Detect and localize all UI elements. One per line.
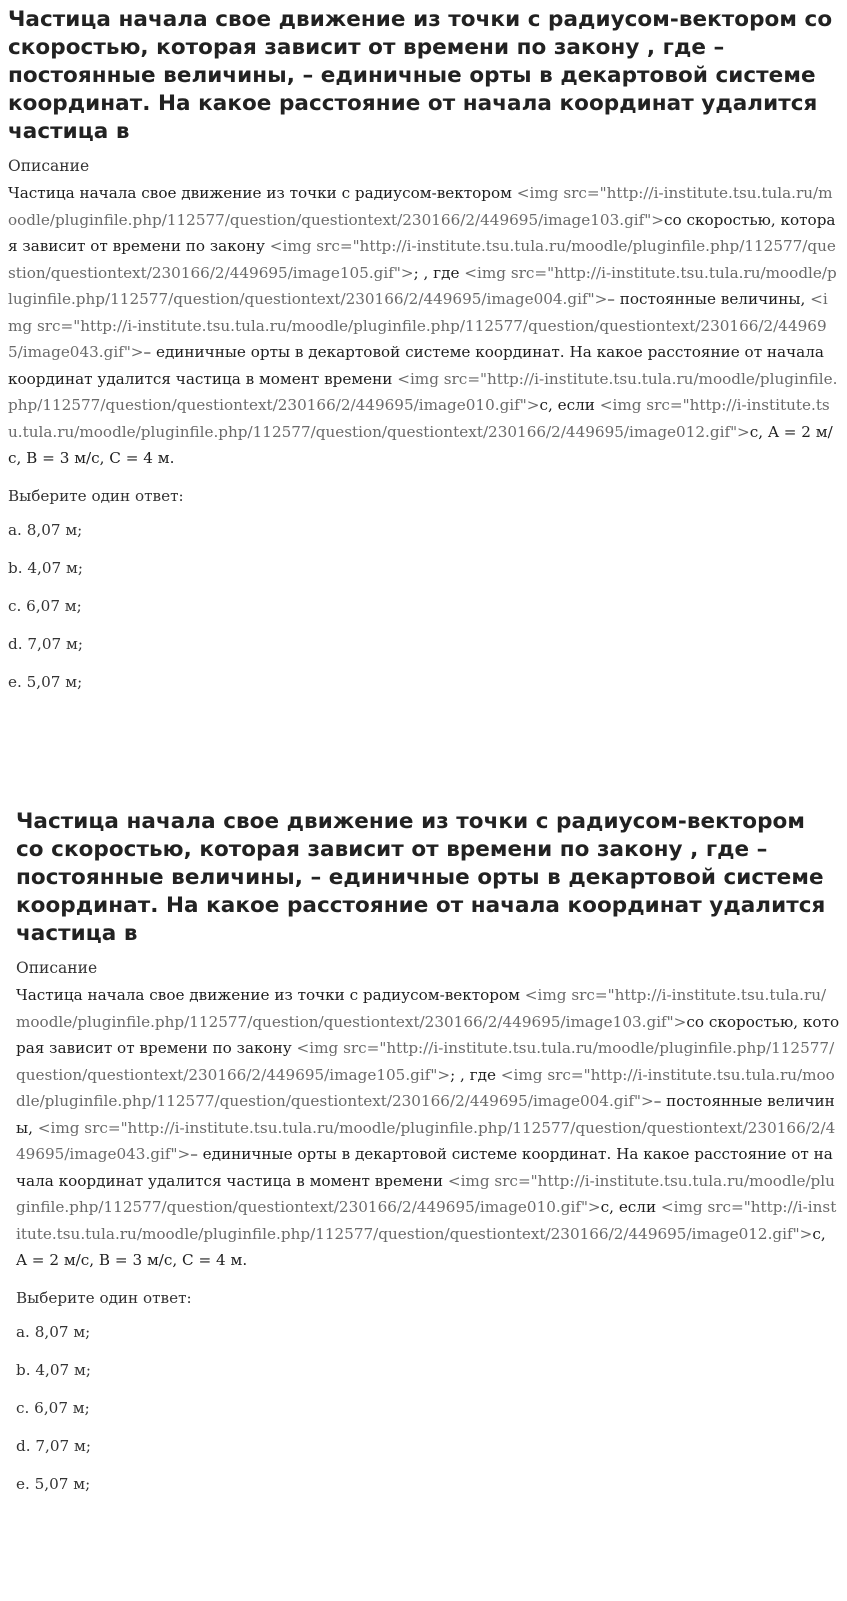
image-tag-text: <img src="http://i-institute.tsu.tula.ru/moodle/pluginfile.php/112577/question/questiontext/230166/2/449695/image012.gif"> xyxy=(16,1198,837,1243)
description-fragment: с, если xyxy=(539,396,600,414)
image-tag-text: <img src="http://i-institute.tsu.tula.ru/moodle/pluginfile.php/112577/question/questiontext/230166/2/449695/image004.gif"> xyxy=(16,1065,835,1110)
description-fragment: Частица начала свое движение из точки с радиусом-вектором xyxy=(8,184,517,202)
image-tag-text: <img src="http://i-institute.tsu.tula.ru/moodle/pluginfile.php/112577/question/questiontext/230166/2/449695/image103.gif"> xyxy=(16,986,827,1031)
image-tag-text: <img src="http://i-institute.tsu.tula.ru/moodle/pluginfile.php/112577/question/questiontext/230166/2/449695/image043.gif"> xyxy=(16,1118,836,1163)
description-fragment: с, если xyxy=(600,1198,661,1216)
answer-option-a[interactable]: a. 8,07 м; xyxy=(16,1322,91,1341)
description-fragment: – постоянные величины, xyxy=(16,1092,835,1137)
description-fragment: Частица начала свое движение из точки с радиусом-вектором xyxy=(16,986,525,1004)
answer-option-d[interactable]: d. 7,07 м; xyxy=(8,634,83,653)
answer-option-b[interactable]: b. 4,07 м; xyxy=(16,1360,91,1379)
description-fragment: – единичные орты в декартовой системе координат. На какое расстояние от начала координат удалится частица в момент времени xyxy=(8,343,824,388)
image-tag-text: <img src="http://i-institute.tsu.tula.ru/moodle/pluginfile.php/112577/question/questiontext/230166/2/449695/image010.gif"> xyxy=(8,369,838,414)
description-fragment: – постоянные величины, xyxy=(607,290,811,308)
description-label: Описание xyxy=(16,959,98,977)
answer-options xyxy=(16,1322,840,1494)
image-tag-text: <img src="http://i-institute.tsu.tula.ru/moodle/pluginfile.php/112577/question/questiontext/230166/2/449695/image010.gif"> xyxy=(16,1171,835,1216)
description-fragment: ; , где xyxy=(413,263,465,282)
answer-options xyxy=(8,520,838,692)
answer-prompt: Выберите один ответ: xyxy=(8,486,184,505)
description-label: Описание xyxy=(8,157,90,175)
description-fragment: со скоростью, которая зависит от времени по закону xyxy=(16,1012,840,1057)
image-tag-text: <img src="http://i-institute.tsu.tula.ru/moodle/pluginfile.php/112577/question/questiontext/230166/2/449695/image012.gif"> xyxy=(8,396,830,441)
description-text xyxy=(8,180,838,472)
question-block-1 xyxy=(8,6,838,710)
question-title: Частица начала свое движение из точки с радиусом-вектором со скоростью, которая зависит от времени по закону , где – постоянные величины, – единичные орты в декартовой системе координат. На какое расстояние от начала координат удалится частица в xyxy=(8,7,833,144)
description-fragment: со скоростью, которая зависит от времени по закону xyxy=(8,210,836,255)
question-block-2 xyxy=(16,808,840,1512)
answer-option-e[interactable]: e. 5,07 м; xyxy=(16,1474,91,1493)
answer-option-d[interactable]: d. 7,07 м; xyxy=(16,1436,91,1455)
answer-option-a[interactable]: a. 8,07 м; xyxy=(8,520,83,539)
answer-prompt: Выберите один ответ: xyxy=(16,1288,192,1307)
answer-option-b[interactable]: b. 4,07 м; xyxy=(8,558,83,577)
description-fragment: с, A = 2 м/с, B = 3 м/с, C = 4 м. xyxy=(8,422,833,467)
image-tag-text: <img src="http://i-institute.tsu.tula.ru/moodle/pluginfile.php/112577/question/questiontext/230166/2/449695/image105.gif"> xyxy=(8,237,836,282)
image-tag-text: <img src="http://i-institute.tsu.tula.ru/moodle/pluginfile.php/112577/question/questiontext/230166/2/449695/image043.gif"> xyxy=(8,290,828,361)
answer-option-c[interactable]: c. 6,07 м; xyxy=(8,596,82,615)
description-fragment: – единичные орты в декартовой системе координат. На какое расстояние от начала координат удалится частица в момент времени xyxy=(16,1145,833,1190)
description-fragment: с, A = 2 м/с, B = 3 м/с, C = 4 м. xyxy=(16,1224,826,1269)
image-tag-text: <img src="http://i-institute.tsu.tula.ru/moodle/pluginfile.php/112577/question/questiontext/230166/2/449695/image105.gif"> xyxy=(16,1039,835,1084)
question-title: Частица начала свое движение из точки с радиусом-вектором со скоростью, которая зависит от времени по закону , где – постоянные величины, – единичные орты в декартовой системе координат. На какое расстояние от начала координат удалится частица в xyxy=(16,809,826,946)
answer-option-c[interactable]: c. 6,07 м; xyxy=(16,1398,90,1417)
description-text xyxy=(16,982,840,1274)
answer-option-e[interactable]: e. 5,07 м; xyxy=(8,672,83,691)
description-fragment: ; , где xyxy=(450,1065,501,1084)
image-tag-text: <img src="http://i-institute.tsu.tula.ru/moodle/pluginfile.php/112577/question/questiontext/230166/2/449695/image103.gif"> xyxy=(8,184,833,229)
image-tag-text: <img src="http://i-institute.tsu.tula.ru/moodle/pluginfile.php/112577/question/questiontext/230166/2/449695/image004.gif"> xyxy=(8,263,837,308)
